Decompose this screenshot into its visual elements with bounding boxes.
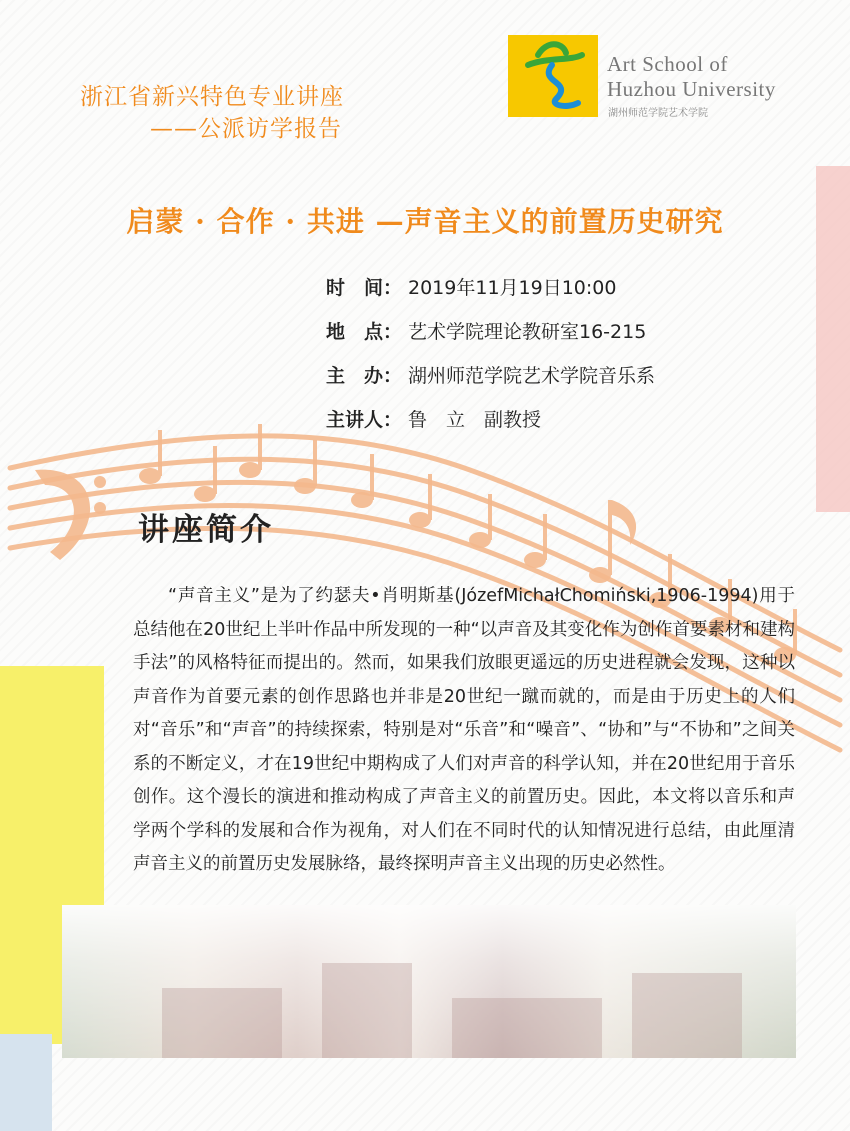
info-label: 主 办： — [326, 364, 403, 387]
info-label: 主讲人： — [326, 408, 403, 431]
lecture-info — [326, 264, 655, 440]
art-logo-icon — [508, 35, 598, 117]
info-value: 湖州师范学院艺术学院音乐系 — [408, 364, 656, 387]
info-value: 鲁 立 副教授 — [408, 408, 542, 431]
info-row-time — [326, 264, 655, 308]
section-title: 讲座简介 — [138, 512, 274, 548]
series-title: 浙江省新兴特色专业讲座 — [80, 84, 344, 110]
info-row-location — [326, 308, 655, 352]
series-subtitle: ——公派访学报告 — [150, 116, 342, 142]
info-value: 2019年11月19日10:00 — [408, 276, 617, 299]
info-label: 地 点： — [326, 320, 403, 343]
school-logo — [508, 35, 598, 117]
info-label: 时 间： — [326, 276, 403, 299]
lecture-title: 启蒙 · 合作 · 共进 —声音主义的前置历史研究 — [126, 205, 724, 238]
lecture-abstract: “声音主义”是为了约瑟夫•肖明斯基(JózefMichałChomiński,1906-1994)用于总结他在20世纪上半叶作品中所发现的一种“以声音及其变化作为创作首要素材和建构手法”的风格特征而提出的。然而，如果我们放眼更遥远的历史进程就会发现，这种以声音作为首要元素的创作思路也并非是20世纪一蹴而就的，而是由于历史上的人们对“音乐”和“声音”的持续探索，特别是对“乐音”和“噪音”、“协和”与“不协和”之间关系的不断定义，才在19世纪中期构成了人们对声音的科学认知，并在20世纪用于音乐创作。这个漫长的演进和推动构成了声音主义的前置历史。因此，本文将以音乐和声学两个学科的发展和合作为视角，对人们在不同时代的认知情况进行总结，由此厘清声音主义的前置历史发展脉络，最终探明声音主义出现的历史必然性。 — [133, 586, 795, 874]
info-row-speaker — [326, 396, 655, 440]
logo-text-cn: 湖州师范学院艺术学院 — [608, 108, 708, 119]
logo-text-en-line1: Art School of — [607, 52, 728, 76]
logo-text-en-line2: Huzhou University — [607, 77, 776, 101]
info-row-organizer — [326, 352, 655, 396]
info-value: 艺术学院理论教研室16-215 — [408, 320, 647, 343]
